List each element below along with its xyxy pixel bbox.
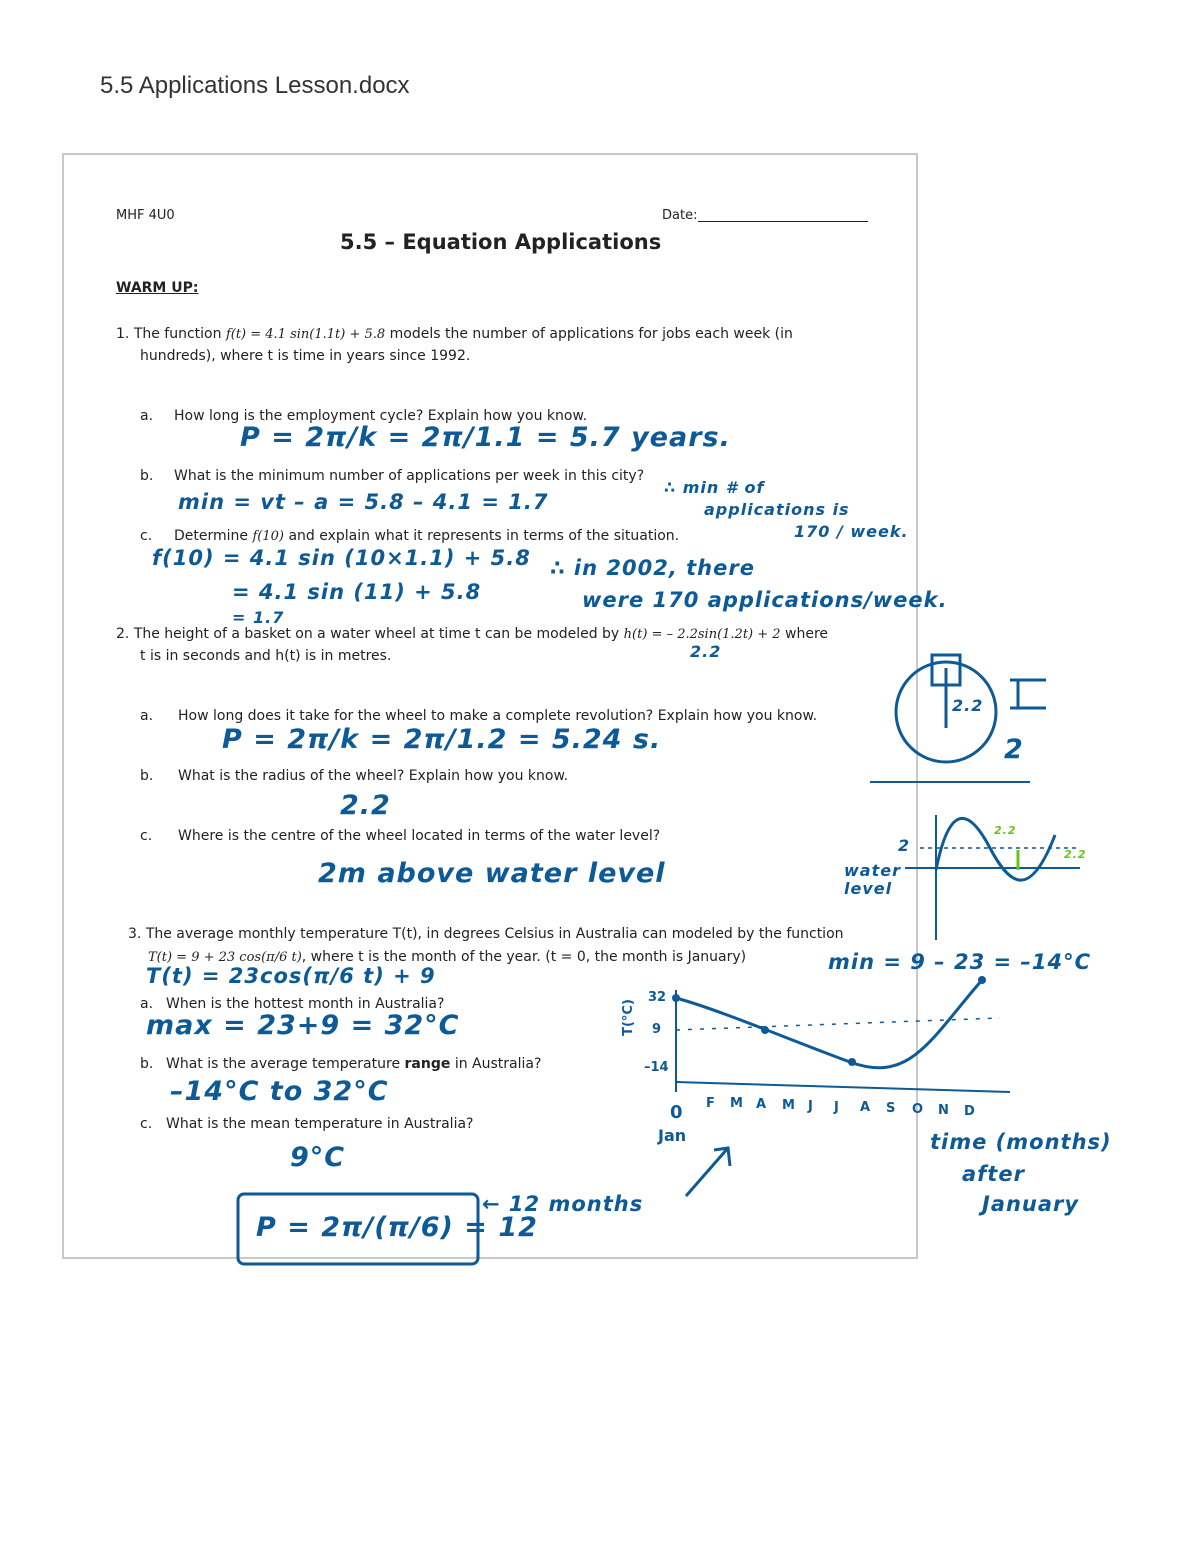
q3-line1 [128, 925, 844, 943]
hw-graph2-axis: water level [844, 861, 901, 898]
hw-q2c: 2m above water level [318, 858, 666, 889]
hw-q1c-1: f(10) = 4.1 sin (10×1.1) + 5.8 [152, 546, 531, 570]
q1c-label: c. [140, 528, 153, 544]
q1-text-a: The function [133, 326, 222, 342]
q1c-formula: f(10) [252, 529, 284, 544]
q2-formula: h(t) = – 2.2sin(1.2t) + 2 [623, 627, 781, 642]
hw-q1c-note-2: were 170 applications/week. [582, 588, 948, 612]
hw-graph2-mid: 2 [898, 836, 911, 855]
hw-q3-period: P = 2π/(π/6) = 12 [256, 1212, 538, 1243]
q3b-label: b. [140, 1056, 154, 1072]
hw-q1c-note-1: ∴ in 2002, there [550, 556, 755, 580]
q1a-label: a. [140, 408, 154, 424]
q3-number: 3. [128, 926, 142, 942]
q1-line2: hundreds), where t is time in years since 1992. [140, 348, 471, 364]
hw-graph2-amp-2: 2.2 [1064, 848, 1087, 861]
hw-q1c-3: = 1.7 [232, 608, 285, 627]
hw-q2a: P = 2π/k = 2π/1.2 = 5.24 s. [222, 724, 662, 755]
graph2-curve [936, 818, 1055, 880]
q3c-text: What is the mean temperature in Australia? [166, 1116, 474, 1132]
q1a-text: How long is the employment cycle? Explain how you know. [174, 408, 588, 424]
hw-graph3-month: S [886, 1101, 896, 1116]
hw-wheel-height: 2 [1004, 734, 1024, 765]
q1c-text [174, 527, 679, 546]
q3-line2 [148, 948, 746, 967]
q2-line1 [116, 625, 828, 644]
hw-graph3-month: J [808, 1099, 813, 1114]
q3-line2-rest: , where t is the month of the year. (t = 0, the month is January) [301, 949, 747, 965]
hw-q3-min: min = 9 – 23 = –14°C [828, 950, 1092, 974]
hw-graph3-y-tick-neg14: –14 [644, 1060, 669, 1075]
hw-graph3-month: F [706, 1096, 715, 1111]
q1-formula: f(t) = 4.1 sin(1.1t) + 5.8 [225, 327, 386, 342]
hw-q3-period-note: ← 12 months [482, 1192, 644, 1216]
hw-q2-amp: 2.2 [690, 642, 722, 661]
hw-q1b-note-3: 170 / week. [794, 522, 909, 541]
q3a-label: a. [140, 996, 154, 1012]
q2b-text: What is the radius of the wheel? Explain how you know. [178, 768, 569, 784]
q2a-text: How long does it take for the wheel to make a complete revolution? Explain how you know. [178, 708, 818, 724]
hw-graph3-month: O [912, 1102, 924, 1117]
hw-q3b: –14°C to 32°C [170, 1076, 389, 1107]
q2-number: 2. [116, 626, 130, 642]
hw-graph3-month: N [938, 1103, 949, 1118]
q1-line1 [116, 325, 793, 344]
q2c-label: c. [140, 828, 153, 844]
hw-graph3-month: A [756, 1097, 767, 1112]
q1-number: 1. [116, 326, 130, 342]
hw-graph3-month: J [834, 1100, 839, 1115]
file-title: 5.5 Applications Lesson.docx [100, 72, 410, 99]
hw-graph3-axis-2: after [962, 1162, 1025, 1186]
hw-q3a: max = 23+9 = 32°C [146, 1010, 460, 1041]
q3b-text-b: in Australia? [454, 1056, 542, 1072]
q1c-text-b: and explain what it represents in terms of the situation. [288, 528, 680, 544]
hw-q2b: 2.2 [340, 790, 391, 821]
hw-q1b: min = vt – a = 5.8 – 4.1 = 1.7 [178, 490, 549, 514]
q1b-label: b. [140, 468, 154, 484]
warm-up-heading: WARM UP: [116, 280, 199, 296]
q1c-text-a: Determine [174, 528, 249, 544]
q3b-text-a: What is the average temperature [166, 1056, 401, 1072]
hw-q1a: P = 2π/k = 2π/1.1 = 5.7 years. [240, 422, 731, 453]
q3b-text-bold: range [404, 1056, 451, 1072]
q1b-text: What is the minimum number of applications per week in this city? [174, 468, 645, 484]
hw-graph3-axis-1: time (months) [930, 1130, 1112, 1154]
q3b-text [166, 1055, 541, 1073]
q3a-text: When is the hottest month in Australia? [166, 996, 445, 1012]
course-code: MHF 4U0 [116, 208, 175, 223]
hw-graph3-origin: 0 [670, 1102, 683, 1123]
graph3-end-point [978, 976, 986, 984]
q2c-text: Where is the centre of the wheel located in terms of the water level? [178, 828, 661, 844]
hw-graph3-axis-3: January [982, 1192, 1080, 1216]
date-line [698, 221, 868, 222]
hw-q1c-2: = 4.1 sin (11) + 5.8 [232, 580, 482, 604]
worksheet-page [62, 153, 918, 1259]
hw-graph3-y-tick-32: 32 [648, 990, 667, 1005]
hw-graph3-month: M [730, 1096, 743, 1111]
hw-graph3-month: M [782, 1098, 795, 1113]
q1-text-b: models the number of applications for jobs each week (in [389, 326, 793, 342]
hw-graph2-amp-1: 2.2 [994, 824, 1017, 837]
hw-q1b-note-1: ∴ min # of [664, 478, 765, 497]
q3-text: The average monthly temperature T(t), in degrees Celsius in Australia can modeled by the function [145, 926, 844, 942]
hw-wheel-radius: 2.2 [952, 696, 984, 715]
hw-graph3-jan: Jan [658, 1126, 687, 1145]
hw-q1b-note-2: applications is [704, 500, 850, 519]
q2-text-a: The height of a basket on a water wheel at time t can be modeled by [133, 626, 620, 642]
q3c-label: c. [140, 1116, 153, 1132]
hw-graph3-month: D [964, 1104, 975, 1119]
q2-text-b: where [785, 626, 829, 642]
hw-q3c: 9°C [290, 1142, 346, 1173]
q2a-label: a. [140, 708, 154, 724]
hw-graph3-y-tick-9: 9 [652, 1022, 662, 1037]
q2-line2: t is in seconds and h(t) is in metres. [140, 648, 392, 664]
date-label: Date: [662, 208, 698, 223]
hw-q3-model: T(t) = 23cos(π/6 t) + 9 [146, 964, 436, 988]
worksheet-title: 5.5 – Equation Applications [340, 230, 662, 254]
q2b-label: b. [140, 768, 154, 784]
q3-formula: T(t) = 9 + 23 cos(π/6 t) [148, 950, 302, 965]
hw-graph3-month: A [860, 1100, 871, 1115]
hw-graph3-y-label: T(°C) [620, 999, 636, 1036]
basket-square [932, 655, 960, 685]
